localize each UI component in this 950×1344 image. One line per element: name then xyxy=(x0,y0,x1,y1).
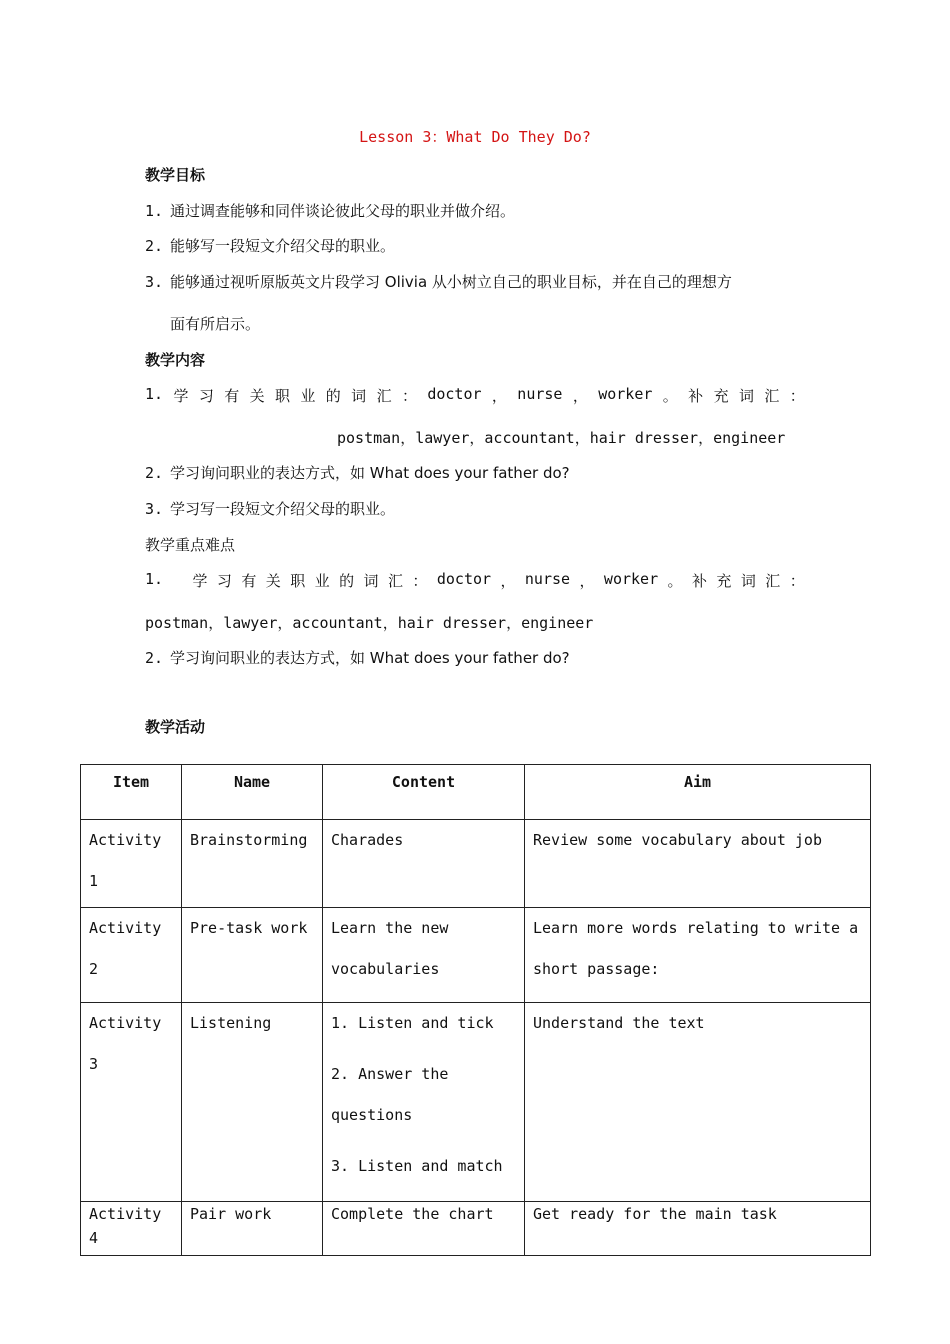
table-row xyxy=(81,1202,871,1256)
content-cell xyxy=(323,820,525,908)
cell-line: questions xyxy=(331,1106,413,1124)
word: 词 xyxy=(740,572,756,590)
word: 的 xyxy=(339,572,355,590)
column-header: Aim xyxy=(525,765,871,820)
keypoint-number: 1. xyxy=(145,570,164,588)
word: 关 xyxy=(249,387,265,405)
item-cell: Activity 4 xyxy=(81,1202,182,1256)
item-cell: Activity 1 xyxy=(81,820,182,908)
word: 词 xyxy=(351,387,367,405)
column-header: Item xyxy=(81,765,182,820)
word: ： xyxy=(401,387,417,405)
cell-line: Complete the chart xyxy=(331,1205,494,1223)
content-number: 3. xyxy=(145,500,164,518)
activities-table xyxy=(80,764,871,1256)
word: 汇 xyxy=(765,572,781,590)
word: 的 xyxy=(325,387,341,405)
word: ： xyxy=(789,387,805,405)
objective-item xyxy=(145,271,732,292)
content-cell xyxy=(323,1202,525,1256)
column-header: Name xyxy=(182,765,323,820)
cell-line: vocabularies xyxy=(331,960,440,978)
cell-line: Review some vocabulary about job xyxy=(533,831,822,849)
word: 词 xyxy=(363,572,379,590)
word: 。 xyxy=(667,572,683,590)
aim-cell xyxy=(525,1003,871,1202)
objective-text: 通过调查能够和同伴谈论彼此父母的职业并做介绍。 xyxy=(170,202,516,220)
objective-continuation: 面有所启示。 xyxy=(170,315,261,333)
word: 职 xyxy=(275,387,291,405)
keypoint-number: 2. xyxy=(145,649,164,667)
objective-number: 1. xyxy=(145,202,164,220)
word: 学 xyxy=(192,572,208,590)
keypoints-item-2 xyxy=(145,647,570,668)
objective-number: 3. xyxy=(145,273,164,291)
word: 。 xyxy=(662,387,678,405)
word: 充 xyxy=(716,572,732,590)
word: 业 xyxy=(300,387,316,405)
word: 习 xyxy=(198,387,214,405)
keypoints-heading: 教学重点难点 xyxy=(145,536,236,554)
objective-item xyxy=(145,200,515,221)
content-number: 2. xyxy=(145,464,164,482)
word: 汇 xyxy=(387,572,403,590)
objective-number: 2. xyxy=(145,237,164,255)
aim-cell xyxy=(525,1202,871,1256)
word: 习 xyxy=(216,572,232,590)
cell-line: Understand the text xyxy=(533,1014,705,1032)
word: nurse xyxy=(524,570,571,588)
keypoints-item-1 xyxy=(145,570,805,591)
content-text: 学习询问职业的表达方式，如 What does your father do? xyxy=(170,464,570,482)
objectives-heading: 教学目标 xyxy=(145,166,206,184)
cell-line: Charades xyxy=(331,831,404,849)
word: ， xyxy=(491,387,507,405)
name-cell: Pair work xyxy=(182,1202,323,1256)
content-cell xyxy=(323,908,525,1003)
cell-line: 1. Listen and tick xyxy=(331,1014,494,1032)
word: ： xyxy=(412,572,428,590)
word: 补 xyxy=(691,572,707,590)
objective-item xyxy=(145,235,395,256)
content-item-2 xyxy=(145,462,570,483)
word: 补 xyxy=(688,387,704,405)
page-title: Lesson 3：What Do They Do? xyxy=(359,128,591,146)
word: doctor xyxy=(436,570,492,588)
word: worker xyxy=(598,385,653,403)
name-cell: Pre-task work xyxy=(182,908,323,1003)
objective-text: 能够通过视听原版英文片段学习 Olivia 从小树立自己的职业目标，并在自己的理想方 xyxy=(170,273,732,291)
word: 业 xyxy=(314,572,330,590)
cell-line: 3. Listen and match xyxy=(331,1157,503,1175)
aim-cell xyxy=(525,908,871,1003)
content-vocab-line: postman，lawyer，accountant，hair dresser，engineer xyxy=(337,429,786,447)
content-cell xyxy=(323,1003,525,1202)
keypoint-text: 学习询问职业的表达方式，如 What does your father do? xyxy=(170,649,570,667)
word: ， xyxy=(500,572,516,590)
activities-heading: 教学活动 xyxy=(145,718,206,736)
content-text: 学习写一段短文介绍父母的职业。 xyxy=(170,500,396,518)
content-number: 1. xyxy=(145,385,164,403)
word: 充 xyxy=(713,387,729,405)
column-header: Content xyxy=(323,765,525,820)
cell-line: Get ready for the main task xyxy=(533,1205,777,1223)
word: ， xyxy=(579,572,595,590)
cell-line: short passage: xyxy=(533,960,660,978)
aim-cell xyxy=(525,820,871,908)
cell-line: 2. Answer the xyxy=(331,1065,449,1083)
item-cell: Activity 3 xyxy=(81,1003,182,1202)
content-item-3 xyxy=(145,498,395,519)
content-item-1 xyxy=(145,385,805,406)
word: 有 xyxy=(224,387,240,405)
keypoints-vocab-line: postman，lawyer，accountant，hair dresser，engineer xyxy=(145,614,594,632)
table-header-row xyxy=(81,765,871,820)
word: 有 xyxy=(241,572,257,590)
word: 学 xyxy=(173,387,189,405)
word: nurse xyxy=(517,385,563,403)
word: 汇 xyxy=(376,387,392,405)
word: worker xyxy=(603,570,659,588)
name-cell: Listening xyxy=(182,1003,323,1202)
table-row xyxy=(81,820,871,908)
item-cell: Activity 2 xyxy=(81,908,182,1003)
content-heading: 教学内容 xyxy=(145,351,206,369)
word: 词 xyxy=(738,387,754,405)
word: ： xyxy=(789,572,805,590)
cell-line: Learn the new xyxy=(331,919,449,937)
word: 汇 xyxy=(764,387,780,405)
word: ， xyxy=(572,387,588,405)
word: 职 xyxy=(290,572,306,590)
word: doctor xyxy=(427,385,482,403)
word: 关 xyxy=(265,572,281,590)
table-row xyxy=(81,1003,871,1202)
cell-line: Learn more words relating to write a xyxy=(533,919,859,937)
table-row xyxy=(81,908,871,1003)
objective-text: 能够写一段短文介绍父母的职业。 xyxy=(170,237,396,255)
name-cell: Brainstorming xyxy=(182,820,323,908)
